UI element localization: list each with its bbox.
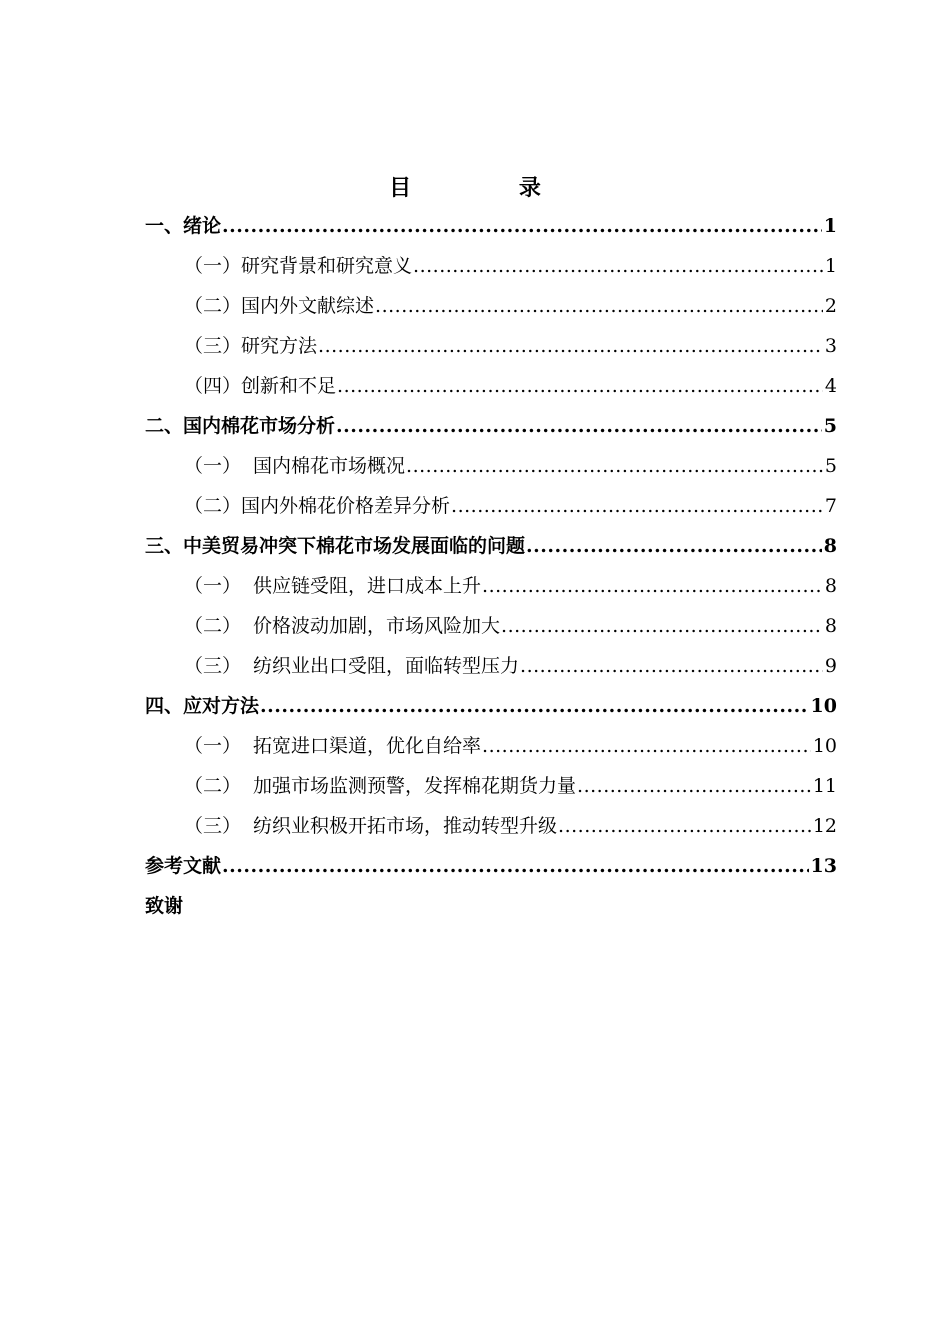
toc-entry-title: 价格波动加剧，市场风险加大 (253, 615, 501, 637)
toc-leader-dots (577, 766, 811, 806)
toc-entry-number: （二） (184, 775, 242, 797)
toc-entry-page: 10 (810, 695, 837, 717)
toc-entry-acknowledgements[interactable] (145, 886, 837, 926)
toc-entry-section-1-4[interactable] (145, 366, 837, 406)
toc-entry-number: （一） (184, 575, 242, 597)
toc-entry-section-3-1[interactable] (145, 566, 837, 606)
toc-entry-section-4-1[interactable] (145, 726, 837, 766)
toc-entry-page: 5 (823, 415, 837, 437)
toc-entry-number: 一、 (145, 215, 184, 237)
toc-entry-references[interactable] (145, 846, 837, 886)
toc-entry-section-4-3[interactable] (145, 806, 837, 846)
toc-title: 目 录 (389, 175, 591, 201)
toc-entry-section-1-2[interactable] (145, 286, 837, 326)
toc-leader-dots (222, 846, 809, 886)
toc-leader-dots (451, 486, 823, 526)
toc-entry-title: 创新和不足 (241, 375, 337, 397)
toc-entry-section-1-3[interactable] (145, 326, 837, 366)
toc-entry-page: 12 (812, 815, 837, 837)
toc-entry-page: 8 (824, 615, 837, 637)
toc-entry-number: （三） (184, 335, 242, 357)
toc-entry-title: 拓宽进口渠道，优化自给率 (253, 735, 482, 757)
toc-entry-title: 研究背景和研究意义 (241, 255, 413, 277)
toc-entry-title: 致谢 (145, 895, 184, 917)
toc-entry-title: 应对方法 (183, 695, 260, 717)
toc-leader-dots (336, 406, 822, 446)
toc-entry-page: 2 (824, 295, 837, 317)
toc-entry-title: 加强市场监测预警，发挥棉花期货力量 (253, 775, 577, 797)
toc-entry-chapter-3[interactable] (145, 526, 837, 566)
toc-entry-title: 纺织业积极开拓市场，推动转型升级 (253, 815, 558, 837)
toc-entry-title: 供应链受阻，进口成本上升 (253, 575, 482, 597)
toc-leader-dots (222, 206, 822, 246)
toc-entry-number: （二） (184, 295, 242, 317)
toc-leader-dots (260, 686, 809, 726)
toc-entry-page: 11 (812, 775, 837, 797)
toc-leader-dots (375, 286, 823, 326)
toc-entry-title: 国内外棉花价格差异分析 (241, 495, 451, 517)
toc-leader-dots (526, 526, 822, 566)
toc-leader-dots (501, 606, 823, 646)
toc-entry-number: （二） (184, 495, 242, 517)
toc-leader-dots (406, 446, 823, 486)
toc-entry-page: 5 (824, 455, 837, 477)
toc-entry-section-3-3[interactable] (145, 646, 837, 686)
toc-entry-number: 二、 (145, 415, 184, 437)
toc-entry-page: 7 (824, 495, 837, 517)
toc-entry-number: （一） (184, 735, 242, 757)
toc-entry-title: 研究方法 (241, 335, 318, 357)
toc-entry-section-2-2[interactable] (145, 486, 837, 526)
toc-entry-title: 中美贸易冲突下棉花市场发展面临的问题 (183, 535, 526, 557)
toc-entry-number: 三、 (145, 535, 184, 557)
toc-entry-title: 国内棉花市场概况 (253, 455, 406, 477)
toc-entry-number: （一） (184, 455, 242, 477)
toc-entry-chapter-1[interactable] (145, 206, 837, 246)
toc-leader-dots (482, 726, 811, 766)
toc-entry-section-3-2[interactable] (145, 606, 837, 646)
toc-entry-title: 参考文献 (145, 855, 222, 877)
toc-leader-dots (318, 326, 823, 366)
toc-entry-page: 8 (823, 535, 837, 557)
toc-entry-page: 3 (824, 335, 837, 357)
toc-entry-section-2-1[interactable] (145, 446, 837, 486)
toc-entry-number: （三） (184, 655, 242, 677)
toc-entry-page: 9 (824, 655, 837, 677)
toc-leader-dots (337, 366, 823, 406)
toc-entry-chapter-4[interactable] (145, 686, 837, 726)
toc-leader-dots (520, 646, 823, 686)
toc-entry-number: （三） (184, 815, 242, 837)
toc-entry-number: （四） (184, 375, 242, 397)
toc-entry-title: 绪论 (183, 215, 222, 237)
toc-leader-dots (558, 806, 811, 846)
toc-entry-number: （二） (184, 615, 242, 637)
toc-entry-number: （一） (184, 255, 242, 277)
toc-entry-page: 1 (824, 255, 837, 277)
toc-entry-page: 4 (824, 375, 837, 397)
toc-entry-section-1-1[interactable] (145, 246, 837, 286)
toc-entry-title: 国内棉花市场分析 (183, 415, 336, 437)
toc-entry-number: 四、 (145, 695, 184, 717)
toc-entry-title: 国内外文献综述 (241, 295, 375, 317)
toc-entry-section-4-2[interactable] (145, 766, 837, 806)
toc-entry-page: 8 (824, 575, 837, 597)
toc-entry-page: 1 (823, 215, 837, 237)
toc-list (145, 206, 837, 926)
toc-leader-dots (482, 566, 823, 606)
toc-leader-dots (413, 246, 823, 286)
toc-entry-page: 10 (812, 735, 837, 757)
toc-entry-chapter-2[interactable] (145, 406, 837, 446)
toc-entry-page: 13 (810, 855, 837, 877)
toc-entry-title: 纺织业出口受阻，面临转型压力 (253, 655, 520, 677)
